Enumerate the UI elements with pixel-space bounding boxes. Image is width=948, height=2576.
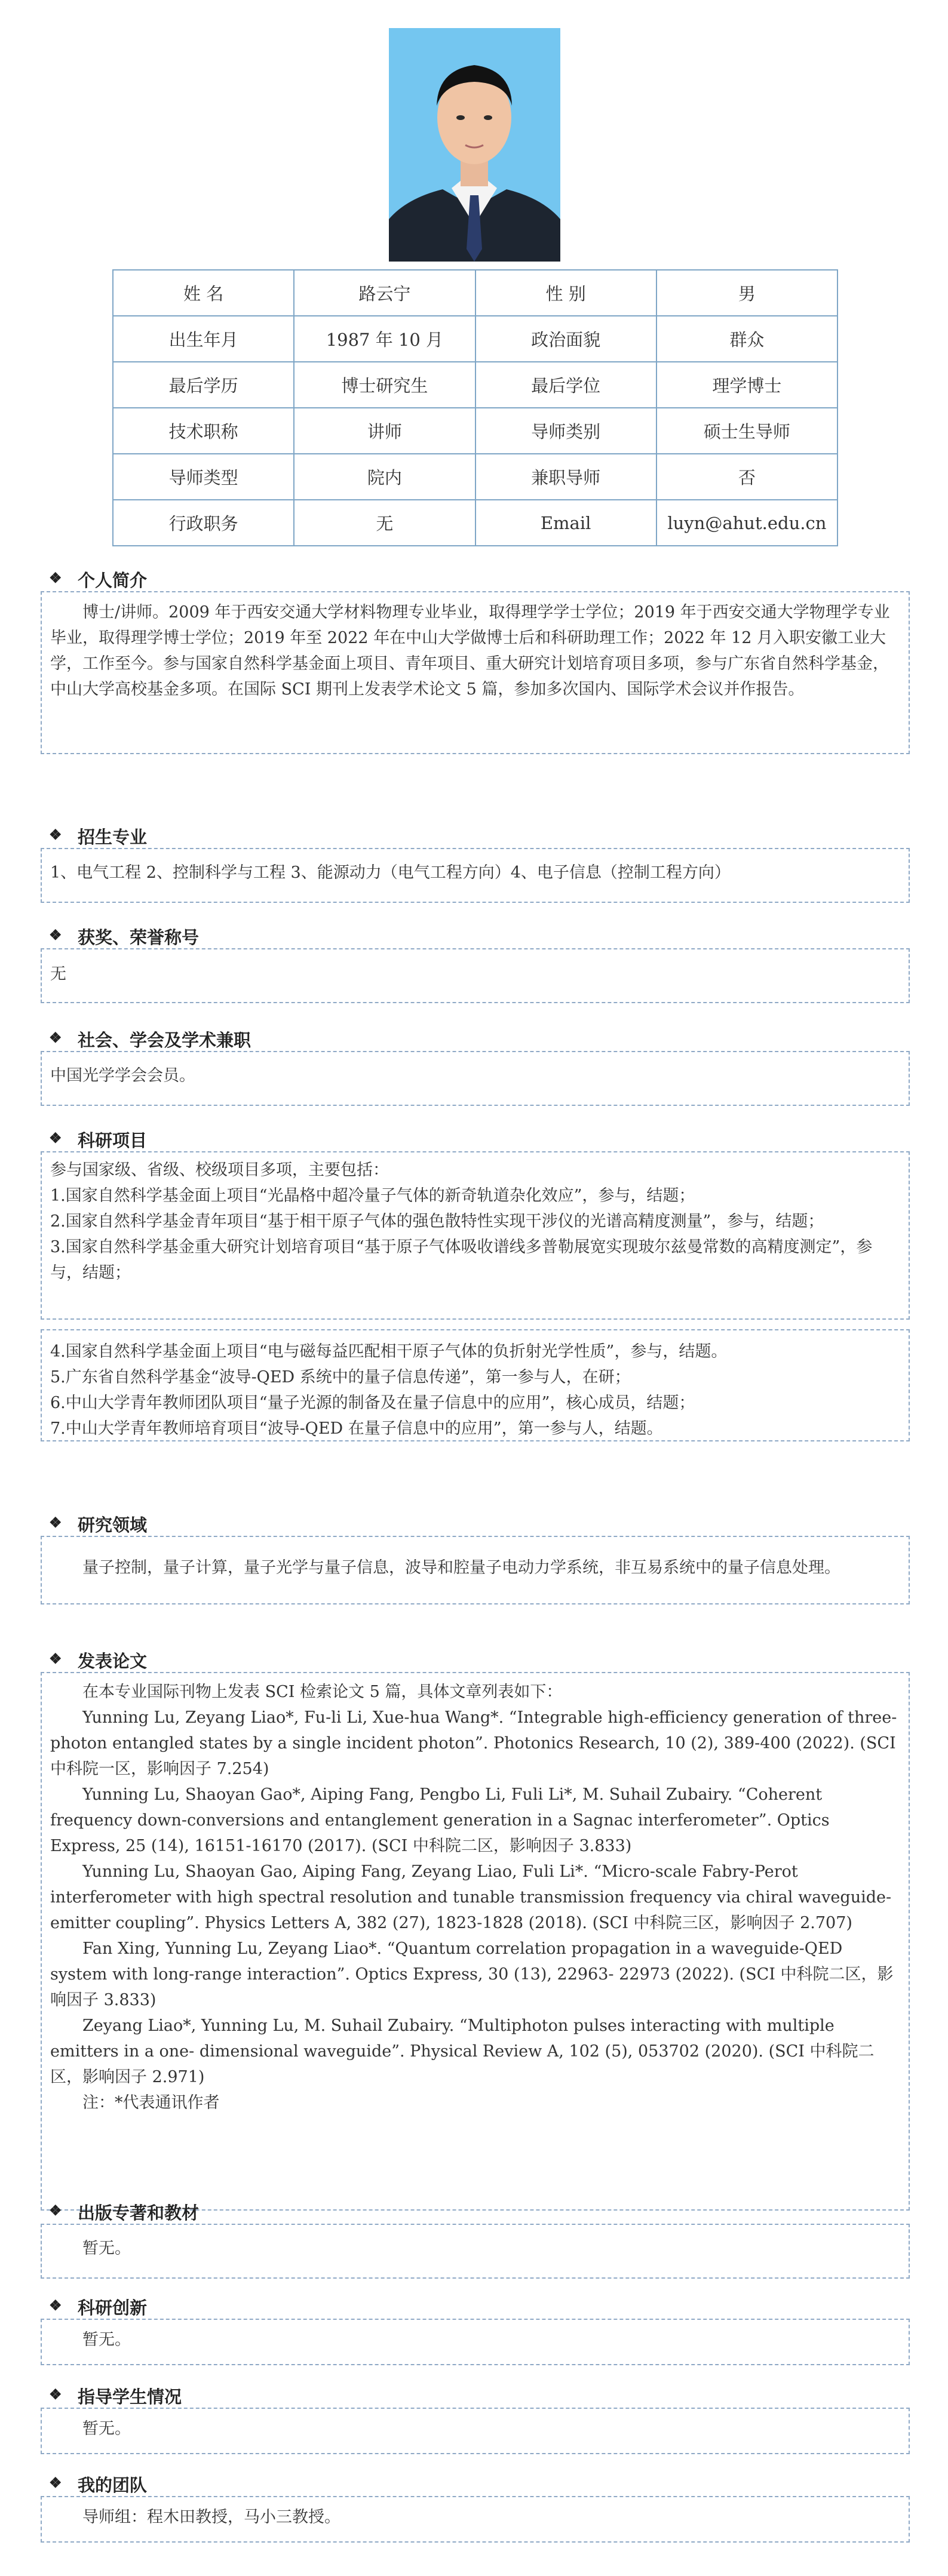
profile-label: 导师类型 [113, 454, 294, 500]
papers-note: 注：*代表通讯作者 [82, 2094, 220, 2112]
section-box [41, 2408, 910, 2454]
section-team [41, 2472, 910, 2543]
profile-value: luyn@ahut.edu.cn [656, 500, 837, 546]
diamond-bullet-icon: ❖ [49, 1129, 62, 1146]
project-line: 2.国家自然科学基金青年项目“基于相干原子气体的强色散特性实现干涉仪的光谱高精度测量”，参与，结题； [50, 1212, 824, 1231]
paper-item: Yunning Lu, Shaoyan Gao*, Aiping Fang, Pengbo Li, Fuli Li*, M. Suhail Zubairy. “Coherent frequency down-conversions and entanglement generation in a Sagnac interferometer”. Optics Express, 25 (14), 16151-16170 (2017). (SCI 中科院二区，影响因子 3.833) [50, 1785, 830, 1855]
books-text: 暂无。 [82, 2239, 131, 2258]
project-line: 7.中山大学青年教师培育项目“波导-QED 在量子信息中的应用”，第一参与人，结题。 [50, 1419, 663, 1438]
section-society [41, 1027, 910, 1106]
profile-value: 1987 年 10 月 [294, 316, 475, 362]
profile-value: 无 [294, 500, 475, 546]
section-majors [41, 824, 910, 903]
project-line: 5.广东省自然科学基金“波导-QED 系统中的量子信息传递”，第一参与人，在研； [50, 1368, 631, 1387]
section-title: 获奖、荣誉称号 [78, 927, 200, 948]
section-box [41, 2224, 910, 2279]
section-title: 指导学生情况 [78, 2387, 182, 2407]
portrait-illustration [389, 28, 560, 262]
profile-value: 群众 [656, 316, 837, 362]
profile-value: 博士研究生 [294, 362, 475, 408]
section-title: 个人简介 [78, 570, 148, 591]
projects-box-1 [41, 1151, 910, 1320]
diamond-bullet-icon: ❖ [49, 2386, 62, 2403]
section-box [41, 1051, 910, 1106]
innovation-text: 暂无。 [82, 2331, 131, 2349]
section-box [41, 848, 910, 903]
awards-text: 无 [50, 965, 66, 983]
section-box [41, 948, 910, 1003]
diamond-bullet-icon: ❖ [49, 826, 62, 843]
section-papers [41, 1648, 910, 2211]
section-title: 发表论文 [78, 1651, 148, 1671]
project-line: 参与国家级、省级、校级项目多项，主要包括： [50, 1161, 389, 1179]
diamond-bullet-icon: ❖ [49, 1650, 62, 1667]
profile-value: 硕士生导师 [656, 408, 837, 454]
project-line: 6.中山大学青年教师团队项目“量子光源的制备及在量子信息中的应用”，核心成员，结题； [50, 1394, 695, 1412]
section-title: 研究领域 [78, 1515, 148, 1535]
profile-value: 否 [656, 454, 837, 500]
section-box [41, 1672, 910, 2211]
diamond-bullet-icon: ❖ [49, 926, 62, 943]
profile-label: Email [475, 500, 656, 546]
section-box [41, 2319, 910, 2365]
section-title: 我的团队 [78, 2475, 148, 2495]
profile-value: 理学博士 [656, 362, 837, 408]
profile-label: 姓 名 [113, 270, 294, 316]
research-text: 量子控制，量子计算，量子光学与量子信息，波导和腔量子电动力学系统，非互易系统中的量子信息处理。 [82, 1558, 840, 1577]
profile-row [113, 408, 837, 454]
section-box [41, 591, 910, 754]
profile-row [113, 362, 837, 408]
section-title: 科研创新 [78, 2298, 148, 2318]
section-books [41, 2200, 910, 2279]
team-text: 导师组：程木田教授，马小三教授。 [82, 2508, 340, 2526]
papers-intro: 在本专业国际刊物上发表 SCI 检索论文 5 篇，具体文章列表如下： [82, 1683, 563, 1701]
portrait-photo [389, 28, 560, 262]
profile-table [112, 269, 838, 546]
paper-item: Yunning Lu, Zeyang Liao*, Fu-li Li, Xue-hua Wang*. “Integrable high-efficiency generation of three-photon entangled states by a single incident photon”. Photonics Research, 10 (2), 389-400 (2022). (SCI 中科院一区，影响因子 7.254) [50, 1708, 897, 1778]
profile-label: 最后学历 [113, 362, 294, 408]
section-box [41, 2496, 910, 2543]
paper-item: Zeyang Liao*, Yunning Lu, M. Suhail Zubairy. “Multiphoton pulses interacting with multiple emitters in a one- dimensional waveguide”. Physical Review A, 102 (5), 053702 (2020). (SCI 中科院二区，影响因子 2.971) [50, 2016, 875, 2086]
section-title: 社会、学会及学术兼职 [78, 1030, 251, 1050]
profile-label: 技术职称 [113, 408, 294, 454]
profile-row [113, 500, 837, 546]
profile-row [113, 270, 837, 316]
section-innovation [41, 2295, 910, 2365]
society-text: 中国光学学会会员。 [50, 1066, 195, 1085]
section-title: 招生专业 [78, 827, 148, 847]
section-intro [41, 567, 910, 754]
project-line: 1.国家自然科学基金面上项目“光晶格中超冷量子气体的新奇轨道杂化效应”，参与，结题； [50, 1186, 695, 1205]
profile-value: 院内 [294, 454, 475, 500]
paper-item: Fan Xing, Yunning Lu, Zeyang Liao*. “Quantum correlation propagation in a waveguide-QED system with long-range interaction”. Optics Express, 30 (13), 22963- 22973 (2022). (SCI 中科院二区，影响因子 3.833) [50, 1939, 894, 2009]
diamond-bullet-icon: ❖ [49, 2474, 62, 2491]
projects-box-2 [41, 1329, 910, 1441]
profile-label: 政治面貌 [475, 316, 656, 362]
profile-label: 最后学位 [475, 362, 656, 408]
diamond-bullet-icon: ❖ [49, 2202, 62, 2219]
project-line: 3.国家自然科学基金重大研究计划培育项目“基于原子气体吸收谱线多普勒展宽实现玻尔兹曼常数的高精度测定”，参与，结题； [50, 1238, 873, 1282]
profile-label: 导师类别 [475, 408, 656, 454]
section-research [41, 1512, 910, 1604]
section-awards [41, 924, 910, 1003]
section-box [41, 1536, 910, 1604]
profile-value: 男 [656, 270, 837, 316]
profile-value: 路云宁 [294, 270, 475, 316]
profile-row [113, 316, 837, 362]
intro-text: 博士/讲师。2009 年于西安交通大学材料物理专业毕业，取得理学学士学位；2019 年于西安交通大学物理学专业毕业，取得理学博士学位；2019 年至 2022 年在中山大学做博士后和科研助理工作；2022 年 12 月入职安徽工业大学，工作至今。参与国家自然科学基金面上项目、青年项目、重大研究计划培育项目多项，参与广东省自然科学基金，中山大学高校基金多项。在国际 SCI 期刊上发表学术论文 5 篇，参加多次国内、国际学术会议并作报告。 [50, 603, 890, 699]
profile-label: 出生年月 [113, 316, 294, 362]
section-students [41, 2384, 910, 2454]
profile-row [113, 454, 837, 500]
section-projects [41, 1127, 910, 1441]
profile-label: 行政职务 [113, 500, 294, 546]
diamond-bullet-icon: ❖ [49, 1029, 62, 1046]
section-title: 出版专著和教材 [78, 2203, 200, 2223]
diamond-bullet-icon: ❖ [49, 2297, 62, 2314]
majors-text: 1、电气工程 2、控制科学与工程 3、能源动力（电气工程方向）4、电子信息（控制工程方向） [50, 863, 731, 882]
section-title: 科研项目 [78, 1130, 148, 1151]
diamond-bullet-icon: ❖ [49, 1514, 62, 1531]
paper-item: Yunning Lu, Shaoyan Gao, Aiping Fang, Zeyang Liao, Fuli Li*. “Micro-scale Fabry-Perot interferometer with high spectral resolution and tunable transmission frequency via chiral waveguide-emitter coupling”. Physics Letters A, 382 (27), 1823-1828 (2018). (SCI 中科院三区，影响因子 2.707) [50, 1862, 892, 1932]
students-text: 暂无。 [82, 2420, 131, 2438]
profile-label: 兼职导师 [475, 454, 656, 500]
profile-value: 讲师 [294, 408, 475, 454]
profile-label: 性 别 [475, 270, 656, 316]
diamond-bullet-icon: ❖ [49, 569, 62, 586]
project-line: 4.国家自然科学基金面上项目“电与磁每益匹配相干原子气体的负折射光学性质”，参与，结题。 [50, 1342, 728, 1361]
